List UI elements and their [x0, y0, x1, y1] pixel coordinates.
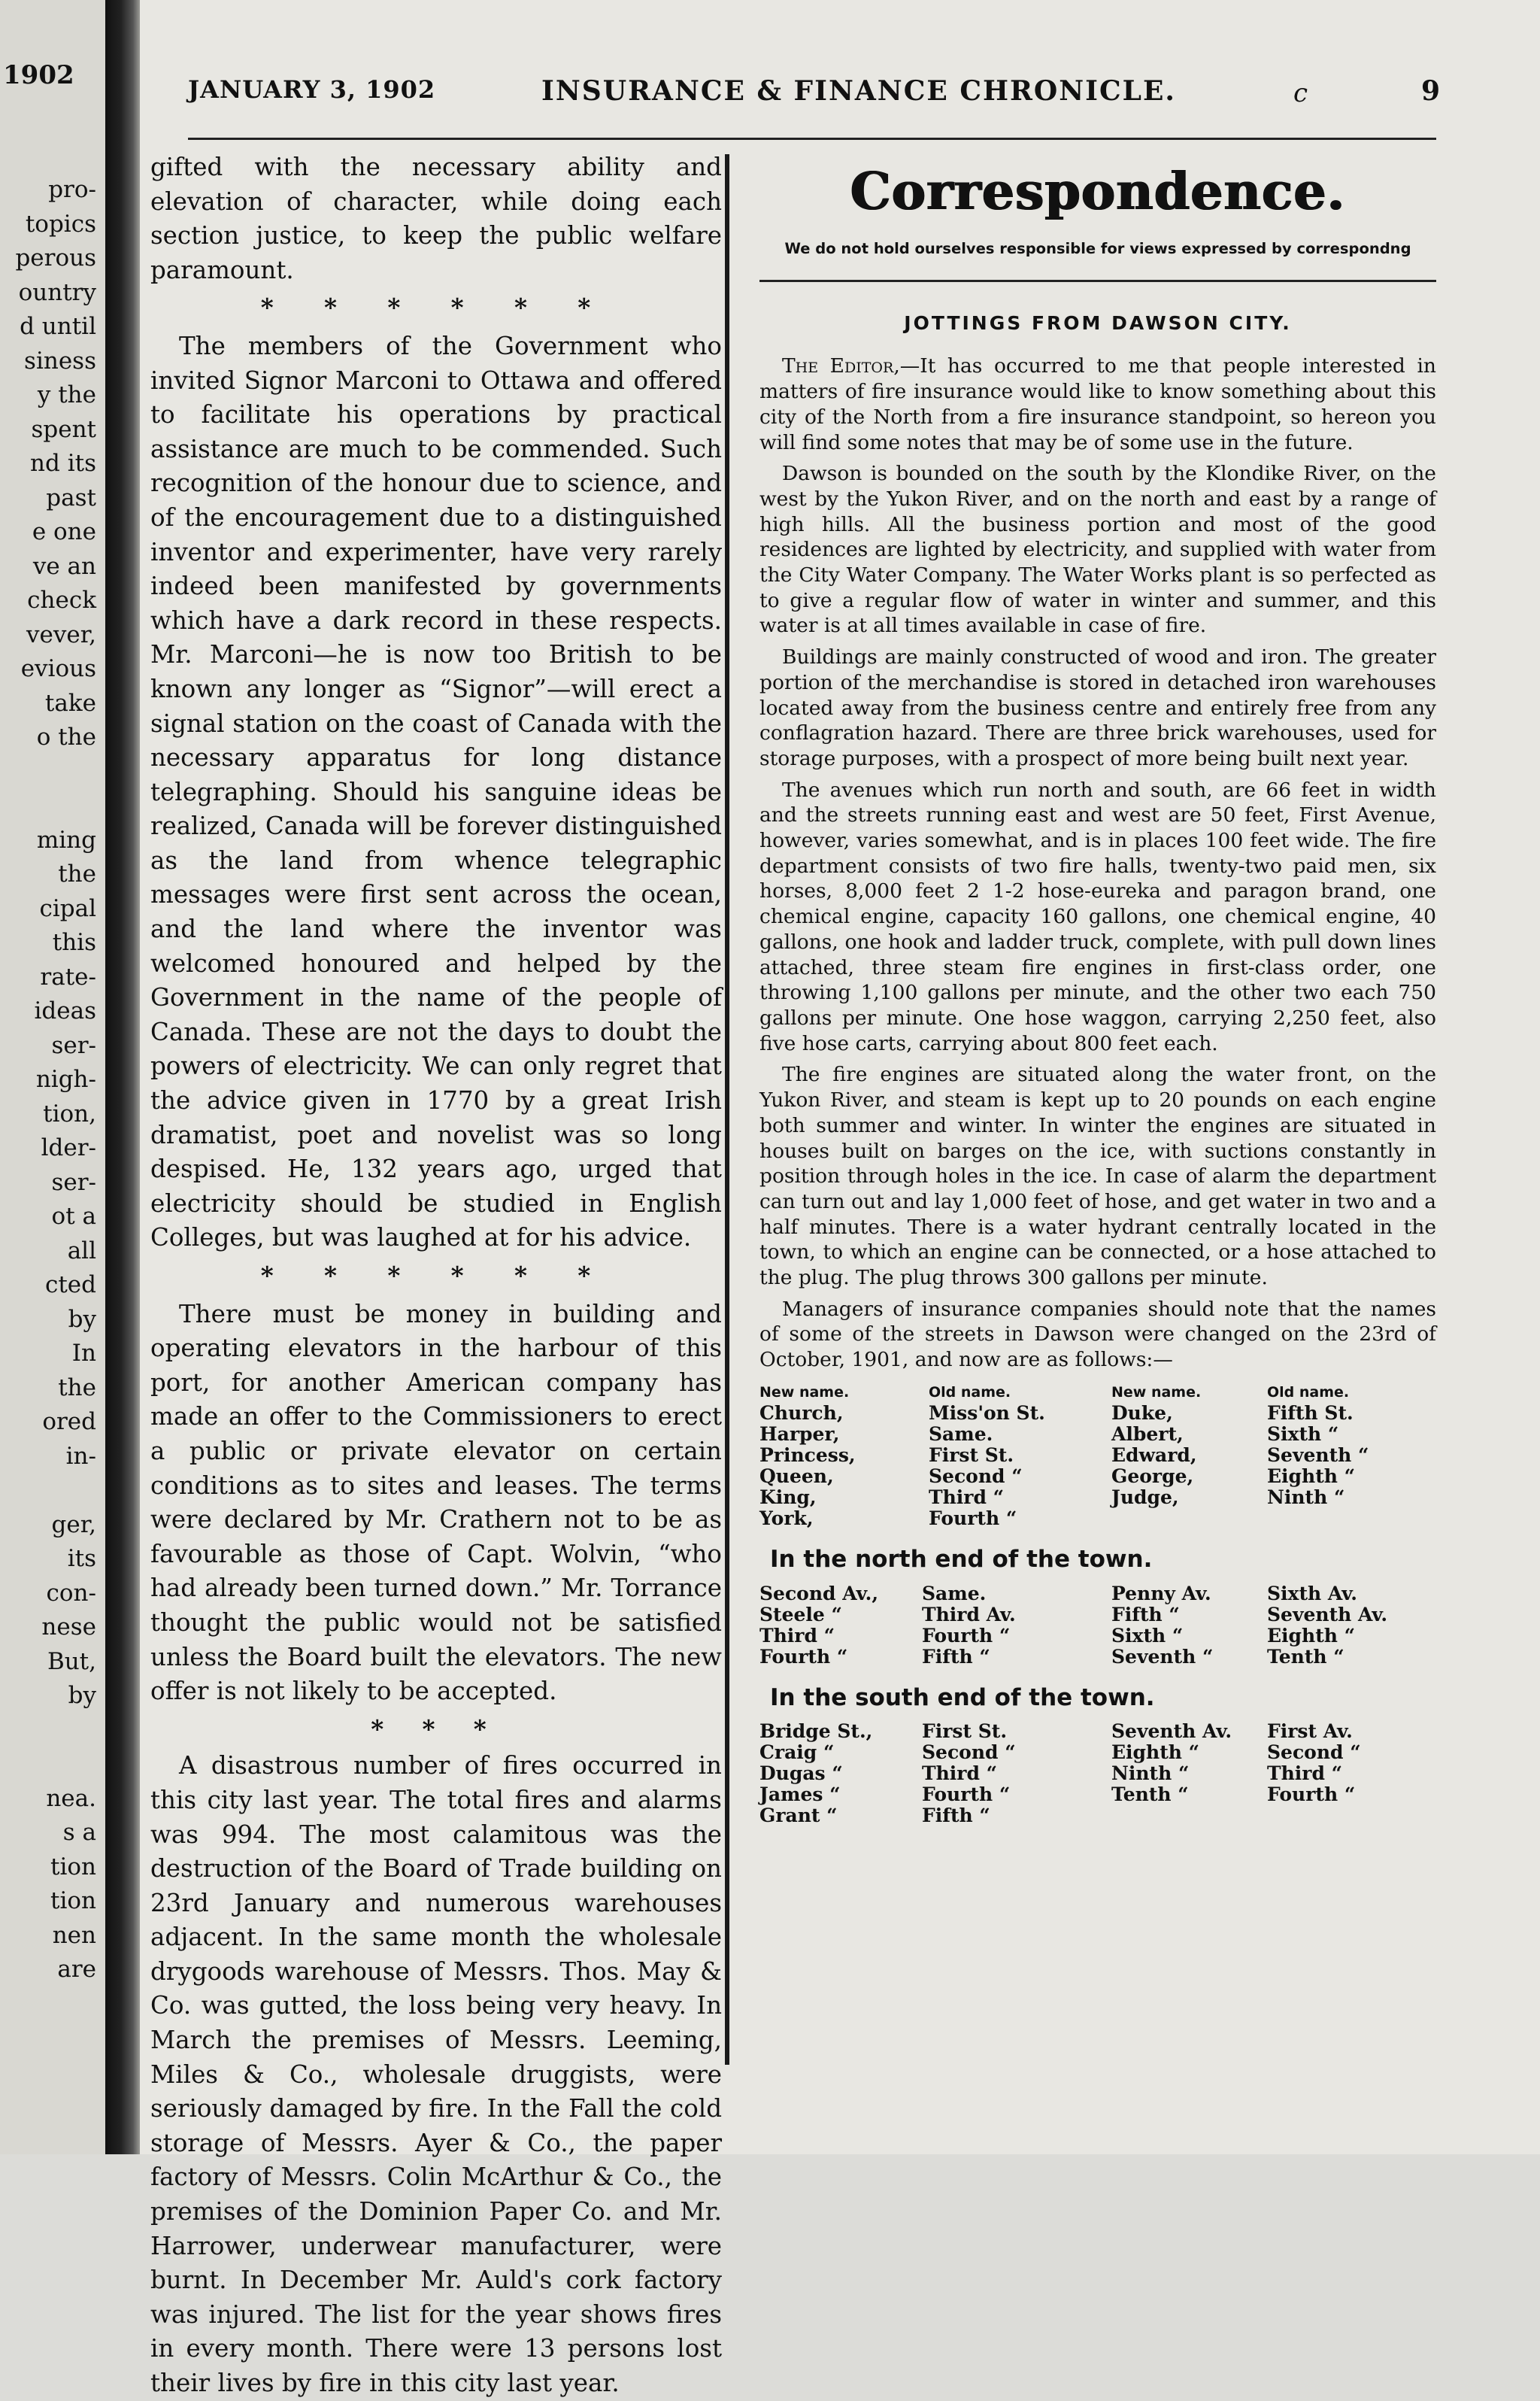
column-rule	[725, 154, 729, 2065]
previous-page-fragment: evious	[20, 655, 96, 682]
previous-page-number: 1902	[3, 60, 74, 90]
salutation: The Editor,	[782, 354, 900, 378]
table-row	[759, 1466, 1436, 1487]
letter-paragraph-4: The avenues which run north and south, are 66 feet in width and the streets running east and west are 50 feet, First Avenue, however, varies somewhat, and is in places 100 feet wide. The fire department consists of two fire halls, twenty-two paid men, six horses, 8,000 feet 2 1-2 hose-eureka and paragon brand, one chemical engine, capacity 160 gallons, one chemical engine, 40 gallons, one hook and ladder truck, complete, with pull down lines attached, three steam fire engines in first-class order, one throwing 1,100 gallons per minute, and the other two each 750 gallons per minute. One hose waggon, carrying 2,250 feet, also five hose carts, carrying about 800 feet each.	[759, 778, 1436, 1055]
previous-page-fragment: check	[27, 587, 96, 614]
previous-page-fragment: all	[67, 1237, 96, 1264]
previous-page-fragment: tion	[50, 1887, 96, 1914]
previous-page-fragment: in-	[65, 1442, 96, 1470]
table-cell: Edward,	[1111, 1443, 1197, 1466]
previous-page-fragment: topics	[25, 210, 96, 238]
previous-page-edge	[0, 0, 105, 2154]
previous-page-fragment: nigh-	[35, 1066, 96, 1093]
table-cell: Sixth “	[1111, 1624, 1184, 1647]
table-cell: Fourth “	[1267, 1783, 1356, 1806]
previous-page-fragment: by	[68, 1682, 96, 1709]
page-number: 9	[1421, 75, 1441, 107]
table-row	[759, 1508, 1436, 1529]
table-row	[759, 1487, 1436, 1508]
previous-page-fragment	[15, 1747, 96, 1782]
table-cell: Queen,	[759, 1465, 834, 1487]
article-title: JOTTINGS FROM DAWSON CITY.	[904, 311, 1292, 334]
previous-page-fragment	[15, 789, 96, 824]
table-cell: Fourth “	[929, 1507, 1017, 1529]
table-cell: Sixth Av.	[1267, 1582, 1357, 1604]
previous-page-fragment: ming	[36, 826, 96, 854]
section-separator: * * *	[371, 1713, 502, 1744]
north-end-table	[759, 1583, 1436, 1668]
previous-page-fragment: spent	[31, 415, 96, 443]
table-cell: Duke,	[1111, 1401, 1173, 1424]
table-cell: Seventh Av.	[1111, 1720, 1232, 1743]
table-cell: Church,	[759, 1401, 844, 1424]
section-separator: * * * * * *	[260, 293, 612, 323]
table-cell	[1267, 1805, 1436, 1826]
table-row	[759, 1721, 1436, 1742]
table-cell: Fifth “	[922, 1805, 990, 1827]
previous-page-fragment	[15, 755, 96, 790]
previous-page-fragment: this	[52, 929, 96, 956]
table-cell: Seventh “	[1111, 1645, 1214, 1668]
previous-page-fragment: nen	[52, 1921, 96, 1949]
section-separator: * * * * * *	[260, 1261, 612, 1290]
table-cell: Same.	[922, 1582, 987, 1604]
letter-paragraph-1-text: —It has occurred to me that people interested in matters of fire insurance would like to know something about this city of the North from a fire insurance standpoint, so hereon you will find some notes that may be of some use in the future.	[759, 354, 1436, 454]
previous-page-fragment: ideas	[34, 997, 96, 1024]
previous-page-fragment: y the	[37, 381, 96, 408]
table-row	[759, 1805, 1436, 1826]
previous-page-fragment: ountry	[18, 278, 96, 306]
previous-page-fragment: ger,	[51, 1510, 96, 1538]
south-end-heading: In the south end of the town.	[770, 1683, 1155, 1711]
previous-page-fragment	[15, 1474, 96, 1508]
previous-page-fragment: the	[58, 861, 96, 888]
table-cell	[1267, 1508, 1436, 1529]
letter-paragraph-5: The fire engines are situated along the water front, on the Yukon River, and steam is kept up to 20 pounds on each engine both summer and winter. In winter the engines are situated in houses built on barges on the ice, with suctions constantly in position through holes in the ice. In case of alarm the department can turn out and lay 1,000 feet of hose, and get water in two and a half minutes. There is a water hydrant centrally located in the town, to which an engine can be connected, or a hose attached to the plug. The plug throws 300 gallons per minute.	[759, 1063, 1436, 1290]
previous-page-fragment: take	[44, 689, 96, 717]
previous-page-fragment: ot a	[51, 1203, 96, 1230]
table-cell: Third Av.	[922, 1603, 1016, 1625]
street-names-table	[759, 1382, 1436, 1529]
section-rule	[759, 280, 1436, 282]
previous-page-fragment: pro-	[48, 176, 96, 203]
table-cell: Dugas “	[759, 1762, 843, 1785]
table-header-cell: New name.	[1111, 1383, 1202, 1401]
table-cell: George,	[1111, 1465, 1194, 1487]
previous-page-fragment: con-	[46, 1579, 96, 1607]
table-cell: Second Av.,	[759, 1582, 879, 1604]
table-row	[759, 1424, 1436, 1445]
table-cell: Albert,	[1111, 1422, 1184, 1445]
north-end-heading: In the north end of the town.	[770, 1545, 1153, 1573]
table-cell: Fourth “	[922, 1624, 1011, 1647]
book-spine	[105, 0, 140, 2154]
previous-page-fragment: nea.	[46, 1784, 96, 1812]
table-cell: Fifth St.	[1267, 1401, 1354, 1424]
table-cell: Tenth “	[1267, 1645, 1344, 1668]
previous-page-fragment: ser-	[51, 1031, 96, 1059]
table-cell: King,	[759, 1486, 817, 1508]
table-cell: Miss'on St.	[929, 1401, 1045, 1424]
table-row	[759, 1604, 1436, 1625]
table-cell: Seventh Av.	[1267, 1603, 1388, 1625]
table-cell	[1111, 1508, 1267, 1529]
table-header-cell: Old name.	[929, 1383, 1011, 1401]
previous-page-fragment: vever,	[26, 621, 96, 648]
previous-page-fragment: tion,	[43, 1100, 96, 1128]
previous-page-fragment	[15, 1713, 96, 1748]
previous-page-fragment: its	[67, 1545, 96, 1572]
left-paragraph-fires: A disastrous number of fires occurred in this city last year. The total fires and alarms was 994. The most calamitous was the destruction of the Board of Trade building on 23rd January and numerous warehouses adjacent. In the same month the wholesale drygoods warehouse of Messrs. Thos. May & Co. was gutted, the loss being very heavy. In March the premises of Messrs. Leeming, Miles & Co., wholesale druggists, were seriously damaged by fire. In the Fall the cold storage of Messrs. Ayer & Co., the paper factory of Messrs. Colin McArthur & Co., the premises of the Dominion Paper Co. and Mr. Harrower, underwear manufacturer, were burnt. In December Mr. Auld's cork factory was injured. The list for the year shows fires in every month. There were 13 persons lost their lives by fire in this city last year.	[150, 1751, 722, 2397]
table-cell: Grant “	[759, 1805, 838, 1827]
table-cell: Seventh “	[1267, 1443, 1369, 1466]
letter-paragraph-3: Buildings are mainly constructed of wood and iron. The greater portion of the merchandise is stored in detached iron warehouses located away from the business centre and entirely free from any conflagration hazard. There are three brick warehouses, used for storage purposes, with a prospect of more being built next year.	[759, 645, 1436, 770]
table-cell: First Av.	[1267, 1720, 1353, 1743]
table-cell: Fifth “	[1111, 1603, 1180, 1625]
header-mark: c	[1293, 78, 1308, 108]
previous-page-fragment: d until	[20, 313, 96, 340]
previous-page-fragment: cted	[44, 1271, 96, 1298]
table-cell: First St.	[929, 1443, 1014, 1466]
table-row	[759, 1763, 1436, 1784]
table-cell: Tenth “	[1111, 1783, 1189, 1806]
table-cell: Third “	[1267, 1762, 1343, 1785]
previous-page-fragment: are	[57, 1956, 96, 1983]
previous-page-fragment: cipal	[39, 894, 96, 922]
previous-page-fragment: lder-	[41, 1134, 96, 1161]
previous-page-fragment: nese	[41, 1613, 96, 1641]
header-date: JANUARY 3, 1902	[188, 75, 436, 104]
table-header-row	[759, 1382, 1436, 1403]
letter-paragraph-2: Dawson is bounded on the south by the Klondike River, on the west by the Yukon River, and on the north and east by a range of high hills. All the business portion and most of the good residences are lighted by electricity, and supplied with water from the City Water Company. The Water Works plant is so perfected as to give a regular flow of water in winter and summer, and this water is at all times available in case of fire.	[759, 462, 1436, 638]
page-header	[188, 75, 1441, 128]
table-header-cell: New name.	[759, 1383, 850, 1401]
previous-page-fragment: But,	[47, 1647, 96, 1675]
table-cell: Judge,	[1111, 1486, 1179, 1508]
table-cell: Second “	[929, 1465, 1023, 1487]
table-row	[759, 1625, 1436, 1647]
table-cell: Bridge St.,	[759, 1720, 873, 1743]
previous-page-fragment: nd its	[30, 450, 96, 477]
table-cell: First St.	[922, 1720, 1008, 1743]
table-cell: Eighth “	[1267, 1465, 1356, 1487]
table-cell: Ninth “	[1111, 1762, 1190, 1785]
previous-page-fragment: ve an	[32, 552, 96, 580]
previous-page-fragment: perous	[15, 244, 96, 272]
previous-page-fragment: rate-	[40, 963, 96, 991]
south-end-table	[759, 1721, 1436, 1826]
table-cell: York,	[759, 1507, 814, 1529]
table-cell: Eighth “	[1267, 1624, 1356, 1647]
table-cell: Craig “	[759, 1741, 835, 1764]
table-cell: Eighth “	[1111, 1741, 1200, 1764]
header-title: INSURANCE & FINANCE CHRONICLE.	[541, 75, 1176, 107]
previous-page-fragment: s a	[62, 1819, 96, 1846]
table-row	[759, 1742, 1436, 1763]
table-cell: James “	[759, 1783, 841, 1806]
previous-page-fragment: past	[46, 484, 96, 511]
right-column	[759, 158, 1436, 1826]
table-cell: Third “	[759, 1624, 835, 1647]
correspondence-heading: Correspondence.	[850, 162, 1346, 222]
previous-page-text-fragments	[15, 173, 96, 1987]
disclaimer: We do not hold ourselves responsible for views expressed by correspondng	[784, 240, 1411, 257]
table-cell: Same.	[929, 1422, 993, 1445]
table-row	[759, 1403, 1436, 1424]
table-cell: Second “	[1267, 1741, 1361, 1764]
left-paragraph-elevators: There must be money in building and operating elevators in the harbour of this port, for another American company has made an offer to the Commissioners to erect a public or private elevator on certain conditions as to sites and leases. The terms were declared by Mr. Crathern not to be as favourable as those of Capt. Wolvin, “who had already been turned down.” Mr. Torrance thought the public would not be satisfied unless the Board built the elevators. The new offer is not likely to be accepted.	[150, 1299, 722, 1706]
previous-page-fragment: by	[68, 1305, 96, 1333]
previous-page-fragment: e one	[32, 518, 96, 545]
table-row	[759, 1583, 1436, 1604]
table-row	[759, 1445, 1436, 1466]
table-cell: Princess,	[759, 1443, 856, 1466]
previous-page-fragment: In	[71, 1340, 96, 1367]
table-cell: Third “	[922, 1762, 998, 1785]
previous-page-fragment: ored	[42, 1408, 96, 1435]
table-cell: Third “	[929, 1486, 1005, 1508]
table-cell: Fourth “	[759, 1645, 848, 1668]
table-row	[759, 1647, 1436, 1668]
table-row	[759, 1784, 1436, 1805]
table-header-cell: Old name.	[1267, 1383, 1350, 1401]
letter-paragraph-6: Managers of insurance companies should note that the names of some of the streets in Dawson were changed on the 23rd of October, 1901, and now are as follows:—	[759, 1297, 1436, 1372]
table-cell: Harper,	[759, 1422, 840, 1445]
previous-page-fragment: the	[58, 1374, 96, 1401]
header-rule	[188, 138, 1436, 140]
previous-page-fragment: siness	[24, 347, 96, 375]
table-cell: Second “	[922, 1741, 1016, 1764]
letter-paragraph-1	[759, 354, 1436, 455]
previous-page-fragment: tion	[50, 1853, 96, 1880]
table-cell: Sixth “	[1267, 1422, 1339, 1445]
table-cell: Steele “	[759, 1603, 842, 1625]
table-cell: Fifth “	[922, 1645, 990, 1668]
left-column	[150, 150, 722, 2401]
table-cell	[1111, 1805, 1267, 1826]
left-paragraph-1: gifted with the necessary ability and elevation of character, while doing each section justice, to keep the public welfare paramount.	[150, 153, 722, 284]
table-cell: Ninth “	[1267, 1486, 1345, 1508]
previous-page-fragment: ser-	[51, 1168, 96, 1196]
table-cell: Fourth “	[922, 1783, 1011, 1806]
previous-page-fragment: o the	[36, 724, 96, 751]
left-paragraph-marconi: The members of the Government who invited Signor Marconi to Ottawa and offered to facilitate his operations by practical assistance are much to be commended. Such recognition of the honour due to science, and of the encouragement due to a distinguished inventor and experimenter, have very rarely indeed been manifested by governments which have a dark record in these respects. Mr. Marconi—he is now too British to be known any longer as “Signor”—will erect a signal station on the coast of Canada with the necessary apparatus for long distance telegraphing. Should his sanguine ideas be realized, Canada will be forever distinguished as the land from whence telegraphic messages were first sent across the ocean, and the land where the inventor was welcomed honoured and helped by the Government in the name of the people of Canada. These are not the days to doubt the powers of electricity. We can only regret that the advice given in 1770 by a great Irish dramatist, poet and novelist was so long despised. He, 132 years ago, urged that electricity should be studied in English Colleges, but was laughed at for his advice.	[150, 331, 722, 1252]
table-cell: Penny Av.	[1111, 1582, 1211, 1604]
